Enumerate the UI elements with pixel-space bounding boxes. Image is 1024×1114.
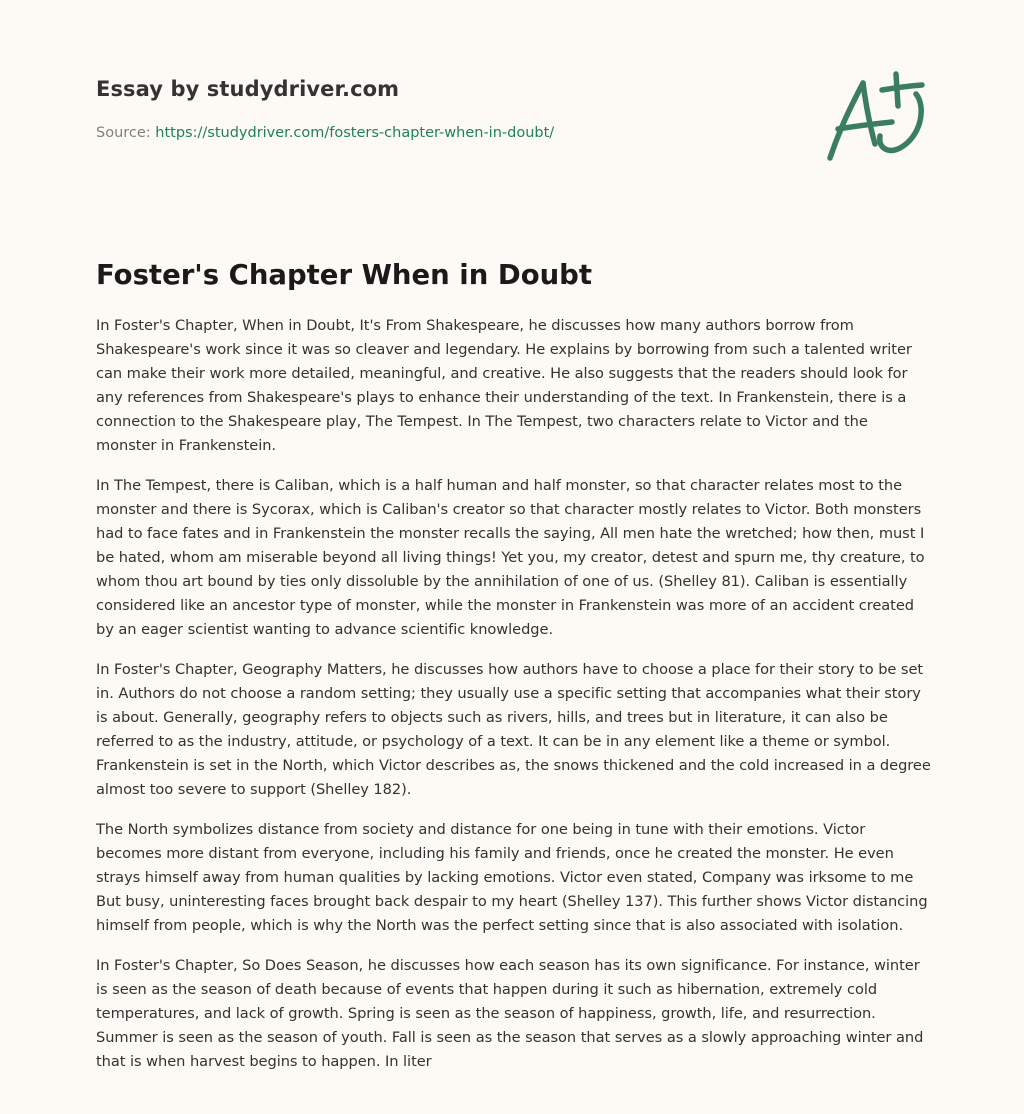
paragraph: In Foster's Chapter, When in Doubt, It's From Shakespeare, he discusses how many authors borrow from Shakespeare's work since it was so cleaver and legendary. He explains by borrowing from such a talented writer can make their work more detailed, meaningful, and creative. He also suggests that the readers should look for any references from Shakespeare's plays to enhance their understanding of the text. In Frankenstein, there is a connection to the Shakespeare play, The Tempest. In The Tempest, two characters relate to Victor and the monster in Frankenstein. — [96, 317, 912, 454]
article-body — [96, 314, 932, 1090]
paragraph: In Foster's Chapter, So Does Season, he discusses how each season has its own significance. For instance, winter is seen as the season of death because of events that happen during it such as hibernation, extremely cold temperatures, and lack of growth. Spring is seen as the season of happiness, growth, life, and resurrection. Summer is seen as the season of youth. Fall is seen as the season that serves as a slowly approaching winter and that is when harvest begins to happen. In liter — [96, 957, 924, 1070]
source-label: Source: — [96, 125, 156, 141]
page-header — [96, 74, 796, 143]
paragraph: In Foster's Chapter, Geography Matters, he discusses how authors have to choose a place for their story to be set in. Authors do not choose a random setting; they usually use a specific setting that accompanies what their story is about. Generally, geography refers to objects such as rivers, hills, and trees but in literature, it can also be referred to as the industry, attitude, or psychology of a text. It can be in any element like a theme or symbol. Frankenstein is set in the North, which Victor describes as, the snows thickened and the cold increased in a degree almost too severe to support (Shelley 182). — [96, 661, 931, 798]
source-link[interactable]: https://studydriver.com/fosters-chapter-when-in-doubt/ — [155, 125, 555, 141]
brand-title: Essay by studydriver.com — [96, 77, 400, 101]
paragraph: In The Tempest, there is Caliban, which is a half human and half monster, so that character relates most to the monster and there is Sycorax, which is Caliban's creator so that character mostly relates to Victor. Both monsters had to face fates and in Frankenstein the monster recalls the saying, All men hate the wretched; how then, must I be hated, whom am miserable beyond all living things! Yet you, my creator, detest and spurn me, thy creature, to whom thou art bound by ties only dissoluble by the annihilation of one of us. (Shelley 81). Caliban is essentially considered like an ancestor type of monster, while the monster in Frankenstein was more of an accident created by an eager scientist wanting to advance scientific knowledge. — [96, 477, 925, 638]
article-title: Foster's Chapter When in Doubt — [96, 259, 593, 291]
a-plus-grade-icon — [818, 66, 930, 166]
paragraph: The North symbolizes distance from society and distance for one being in tune with their emotions. Victor becomes more distant from everyone, including his family and friends, once he created the monster. He even strays himself away from human qualities by lacking emotions. Victor even stated, Company was irksome to me But busy, uninteresting faces brought back despair to my heart (Shelley 137). This further shows Victor distancing himself from people, which is why the North was the perfect setting since that is also associated with isolation. — [96, 821, 928, 934]
source-line — [96, 123, 796, 143]
